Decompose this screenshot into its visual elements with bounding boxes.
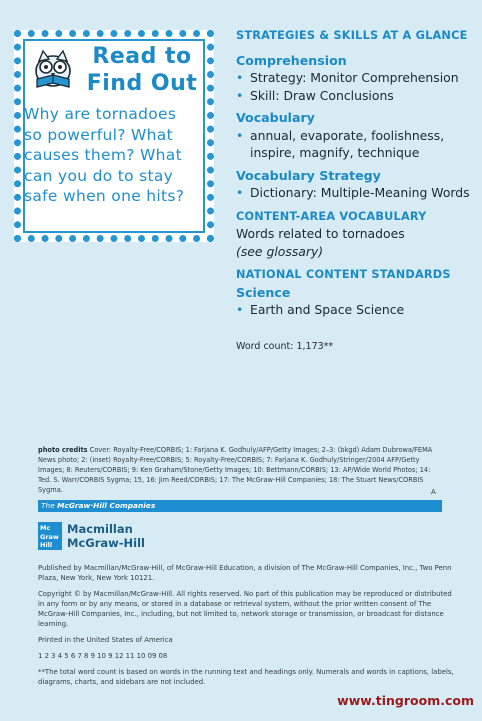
strategies-panel [236, 27, 476, 355]
standards-subheading: Science [236, 284, 291, 300]
logo-line: Hill [40, 541, 53, 549]
vocabulary-item: • annual, evaporate, foolishness, inspire, magnify, technique [236, 127, 476, 162]
photo-credits-label: photo credits [38, 446, 88, 454]
publisher-name-line-2: McGraw-Hill [67, 536, 145, 550]
standards-heading: NATIONAL CONTENT STANDARDS [236, 268, 451, 281]
bar-prefix: The [41, 501, 55, 510]
publishing-info [38, 563, 458, 693]
content-vocab-note: (see glossary) [236, 243, 324, 259]
word-count-footnote: **The total word count is based on words in the running text and headings only. Numerals and words in captions, labels, diagrams, charts, and sidebars are not included. [38, 668, 454, 686]
title-line-2: Find Out [86, 71, 198, 96]
content-vocab-text: Words related to tornadoes [236, 226, 405, 241]
corner-letter: A [431, 488, 436, 496]
printing-numbers: 1 2 3 4 5 6 7 8 9 10 9 12 11 10 09 08 [38, 652, 168, 660]
comprehension-item: • Skill: Draw Conclusions [236, 87, 476, 105]
copyright-notice: Copyright © by Macmillan/McGraw-Hill. All rights reserved. No part of this publication may be reproduced or distributed in any form or by any means, or stored in a database or retrieval system, without the prior written consent of The McGraw-Hill Companies, Inc., including, but not limited to, network storage or transmission, or broadcast for distance learning. [38, 590, 452, 628]
standards-item: • Earth and Space Science [236, 301, 476, 319]
vocab-strategy-item: • Dictionary: Multiple-Meaning Words [236, 184, 476, 202]
owl-reading-icon [31, 47, 75, 89]
photo-credits [38, 445, 438, 495]
comprehension-heading: Comprehension [236, 52, 347, 68]
logo-line: Mc [40, 524, 51, 532]
mcgraw-hill-logo [38, 522, 62, 550]
comprehension-item: • Strategy: Monitor Comprehension [236, 69, 476, 87]
title-line-1: Read to [92, 44, 192, 69]
bar-name: McGraw·Hill Companies [57, 501, 156, 510]
website-watermark: www.tingroom.com [337, 693, 474, 708]
printed-in: Printed in the United States of America [38, 636, 173, 644]
vocabulary-heading: Vocabulary [236, 110, 315, 125]
published-by: Published by Macmillan/McGraw-Hill, of McGraw-Hill Education, a division of The McGraw-Hill Companies, Inc., Two Penn Plaza, New York, New York 10121. [38, 564, 452, 582]
content-vocab-heading: CONTENT-AREA VOCABULARY [236, 209, 427, 223]
word-count: Word count: 1,173** [236, 340, 334, 352]
logo-line: Graw [40, 532, 59, 541]
read-to-find-out-question: Why are tornadoes so powerful? What causes them? What can you do to stay safe when one hits? [24, 105, 185, 205]
publisher-name [67, 522, 145, 550]
photo-credits-text: Cover: Royalty-Free/CORBIS; 1: Farjana K. Godhuly/AFP/Getty Images; 2–3: (bkgd) Adam Dubrowa/FEMA News photo; 2: (inset) Royalty-Free/CORBIS; 5: Royalty-Free/CORBIS; 7: Farjana K. Godhuly/Stringer/2004 AFP/Getty Images; 8: Reuters/CORBIS; 9: Ken Graham/Stone/Getty Images; 10: Bettmann/CORBIS; 13: AP/Wide World Photos; 14: Ted. S. Warr/CORBIS Sygma; 15, 16: Jim Reed/CORBIS; 17: The McGraw-Hill Companies; 18: The Stuart News/CORBIS Sygma. [38, 446, 433, 494]
strategies-heading: STRATEGIES & SKILLS AT A GLANCE [236, 29, 468, 42]
mcgraw-hill-companies-bar [38, 500, 442, 512]
vocab-strategy-heading: Vocabulary Strategy [236, 167, 381, 183]
publisher-name-line-1: Macmillan [67, 522, 133, 536]
read-to-find-out-title [81, 43, 203, 97]
